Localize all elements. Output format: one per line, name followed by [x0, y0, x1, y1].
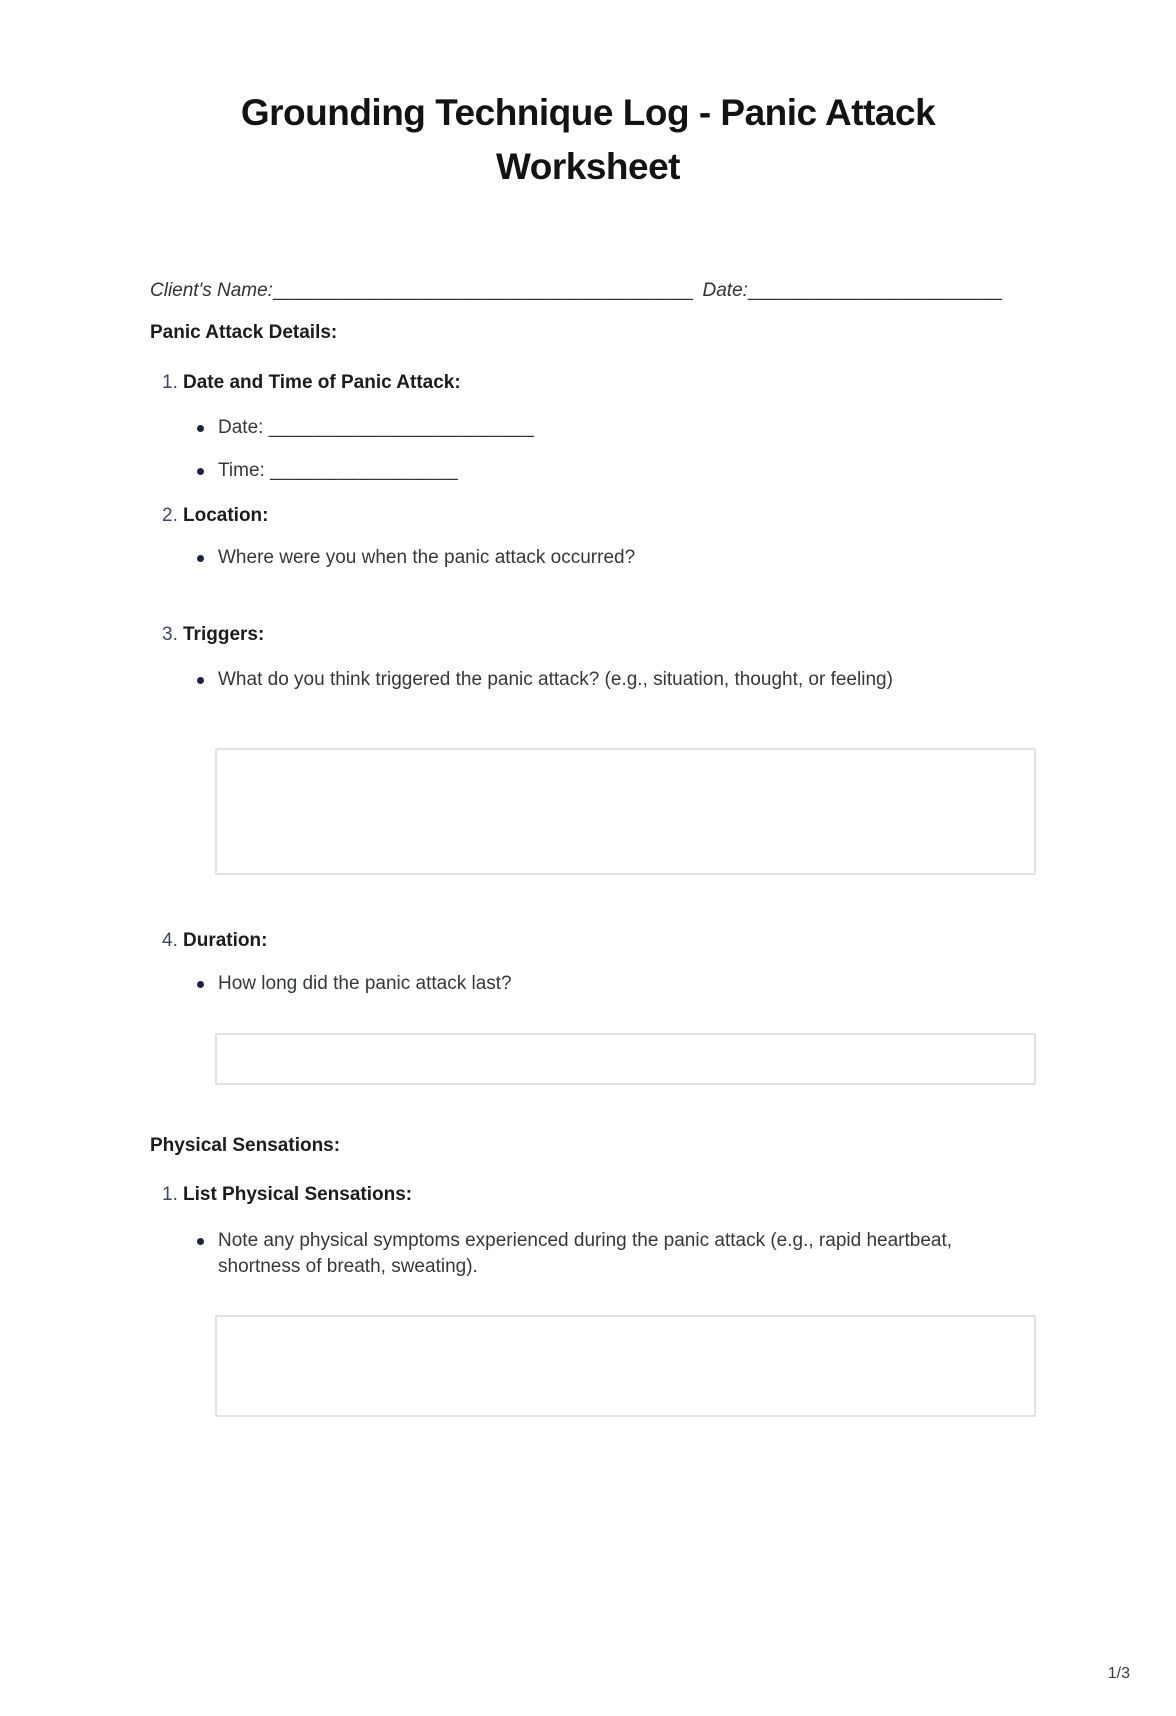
client-info-row — [150, 278, 1029, 304]
page-number: 1/3 — [1107, 1665, 1130, 1682]
bullet-item-location-question — [197, 545, 1029, 571]
bullet-item-time — [197, 458, 1029, 484]
bullet-text: How long did the panic attack last? — [218, 973, 512, 994]
item-label: List Physical Sensations: — [183, 1184, 413, 1205]
numbered-item-list-physical-sensations — [162, 1182, 1029, 1208]
page-title — [0, 86, 1176, 194]
physical-sensations-answer-box[interactable] — [215, 1315, 1036, 1417]
bullet-item-duration-question — [197, 971, 1029, 997]
numbered-item-location — [162, 503, 1029, 529]
bullet-icon — [197, 555, 204, 562]
item-number: 2. — [162, 505, 178, 526]
bullet-icon — [197, 981, 204, 988]
time-field-blank-line: _________________ — [270, 460, 459, 481]
date-field-label: Date: — [218, 417, 269, 438]
triggers-answer-box[interactable] — [215, 748, 1036, 875]
bullet-text — [218, 415, 534, 441]
numbered-item-date-and-time — [162, 370, 1029, 396]
page-title-line-2: Worksheet — [496, 146, 680, 187]
bullet-text: What do you think triggered the panic attack? (e.g., situation, thought, or feeling) — [218, 669, 893, 690]
section-heading-panic-attack-details: Panic Attack Details: — [150, 322, 338, 343]
section-heading-physical-sensations: Physical Sensations: — [150, 1135, 341, 1156]
duration-answer-box[interactable] — [215, 1033, 1036, 1085]
item-number: 3. — [162, 624, 178, 645]
numbered-item-duration — [162, 928, 1029, 954]
item-label: Location: — [183, 505, 269, 526]
worksheet-page — [0, 86, 1176, 1716]
item-label: Duration: — [183, 930, 268, 951]
item-label: Date and Time of Panic Attack: — [183, 372, 461, 393]
numbered-item-triggers — [162, 622, 1029, 648]
bullet-text: Note any physical symptoms experienced during the panic attack (e.g., rapid heartbeat, shortness of breath, sweating). — [218, 1230, 953, 1277]
time-field-label: Time: — [218, 460, 271, 481]
item-number: 1. — [162, 1184, 178, 1205]
worksheet-body — [0, 278, 1176, 1417]
item-label: Triggers: — [183, 624, 265, 645]
bullet-icon — [197, 468, 204, 475]
bullet-text — [218, 458, 458, 484]
client-name-blank-line: ______________________________________ — [272, 280, 694, 301]
date-blank-line: _______________________ — [747, 280, 1003, 301]
bullet-icon — [197, 425, 204, 432]
date-label: Date: — [702, 280, 748, 301]
client-name-label: Client's Name: — [150, 280, 273, 301]
bullet-icon — [197, 1238, 204, 1245]
item-number: 1. — [162, 372, 178, 393]
item-number: 4. — [162, 930, 178, 951]
page-title-line-1: Grounding Technique Log - Panic Attack — [240, 92, 936, 133]
bullet-text: Where were you when the panic attack occurred? — [218, 547, 636, 568]
date-field-blank-line: ________________________ — [268, 417, 535, 438]
bullet-icon — [197, 677, 204, 684]
bullet-item-triggers-question — [197, 667, 1029, 693]
bullet-item-physical-symptoms-note — [197, 1228, 1029, 1280]
bullet-item-date — [197, 415, 1029, 441]
